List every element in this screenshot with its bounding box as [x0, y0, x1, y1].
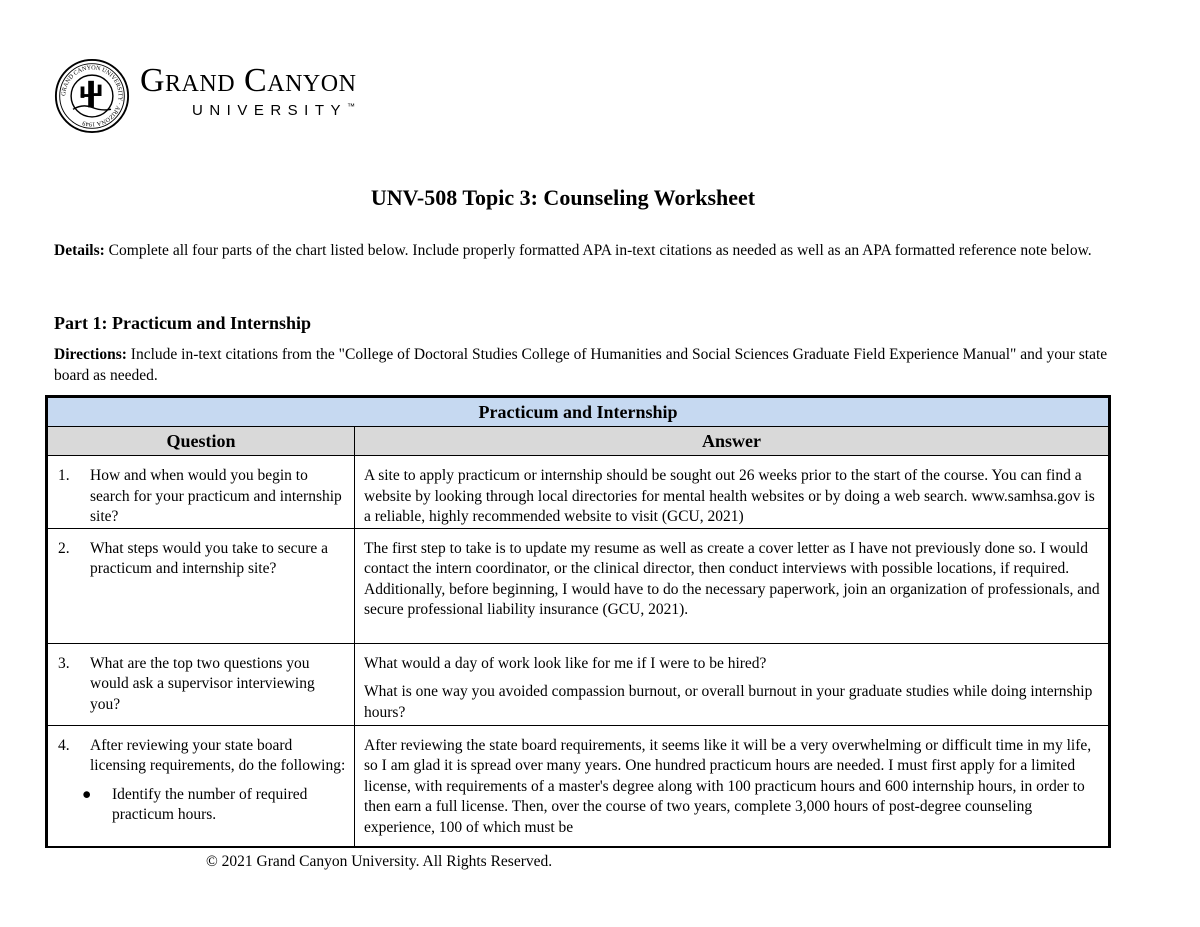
- answer-text: The first step to take is to update my resume as well as create a cover letter as I have not previously done so. I would contact the intern coordinator, or the clinical director, then conduct interviews with possible locations, if required. Additionally, before beginning, I would have to do the necessary paperwork, join an organization of professionals, and secure professional liability insurance (GCU, 2021).: [364, 539, 1100, 618]
- directions-text: Include in-text citations from the "College of Doctoral Studies College of Humanities and Social Sciences Graduate Field Experience Manual" and your state board as needed.: [54, 346, 1108, 384]
- university-seal-icon: [54, 58, 130, 134]
- directions-paragraph: [54, 344, 1124, 386]
- table-row: [48, 725, 1109, 848]
- logo-name: Grand Canyon: [140, 62, 357, 99]
- answer-text: After reviewing the state board requirements, it seems like it will be a very overwhelming or difficult time in my life, so I am glad it is spread over many years. One hundred practicum hours are needed. I must first apply for a limited license, with requirements of a master's degree along with 100 practicum hours and 600 internship hours, in order to then earn a full license. Then, over the course of two years, complete 3,000 hours of post-degree counseling experience, 100 of which must be: [364, 736, 1092, 836]
- bullet-icon: ●: [82, 785, 92, 803]
- question-number: 3.: [58, 654, 70, 672]
- details-paragraph: [54, 240, 1124, 261]
- list-item: [58, 785, 348, 826]
- answer-text: A site to apply practicum or internship should be sought out 26 weeks prior to the start of the course. You can find a website by looking through local directories for mental health websites or by doing a web search. www.samhsa.gov is a reliable, highly recommended website to visit (GCU, 2021): [364, 467, 1095, 525]
- question-text: What are the top two questions you would ask a supervisor interviewing you?: [90, 654, 315, 713]
- table-row: [48, 643, 1109, 725]
- copyright-footer: © 2021 Grand Canyon University. All Rights Reserved.: [206, 853, 553, 870]
- part1-heading: Part 1: Practicum and Internship: [54, 313, 311, 333]
- column-header-answer: Answer: [355, 427, 1109, 456]
- details-label: Details:: [54, 242, 105, 259]
- table-title: Practicum and Internship: [48, 398, 1109, 427]
- table-row: [48, 528, 1109, 643]
- question-number: 1.: [58, 467, 70, 484]
- svg-text:GRAND CANYON UNIVERSITY · ARIZ: GRAND CANYON UNIVERSITY · ARIZONA 1949: [61, 65, 123, 127]
- question-number: 4.: [58, 736, 70, 754]
- table-row: [48, 456, 1109, 529]
- details-text: Complete all four parts of the chart listed below. Include properly formatted APA in-text citations as needed as well as an APA formatted reference note below.: [104, 242, 1092, 259]
- directions-label: Directions:: [54, 346, 127, 363]
- question-text: How and when would you begin to search for your practicum and internship site?: [90, 467, 342, 525]
- question-text: After reviewing your state board licensing requirements, do the following:: [90, 736, 346, 774]
- page-title: UNV-508 Topic 3: Counseling Worksheet: [370, 185, 756, 210]
- question-text: What steps would you take to secure a practicum and internship site?: [90, 539, 329, 577]
- practicum-table: [45, 395, 1111, 848]
- university-logo: [54, 56, 356, 136]
- bullet-text: Identify the number of required practicum hours.: [112, 785, 308, 823]
- question-number: 2.: [58, 539, 70, 557]
- answer-text: What is one way you avoided compassion burnout, or overall burnout in your graduate studies while doing internship hours?: [364, 683, 1093, 721]
- answer-text: What would a day of work look like for me if I were to be hired?: [364, 654, 767, 672]
- logo-subname: UNIVERSITY™: [192, 102, 356, 119]
- column-header-question: Question: [48, 427, 355, 456]
